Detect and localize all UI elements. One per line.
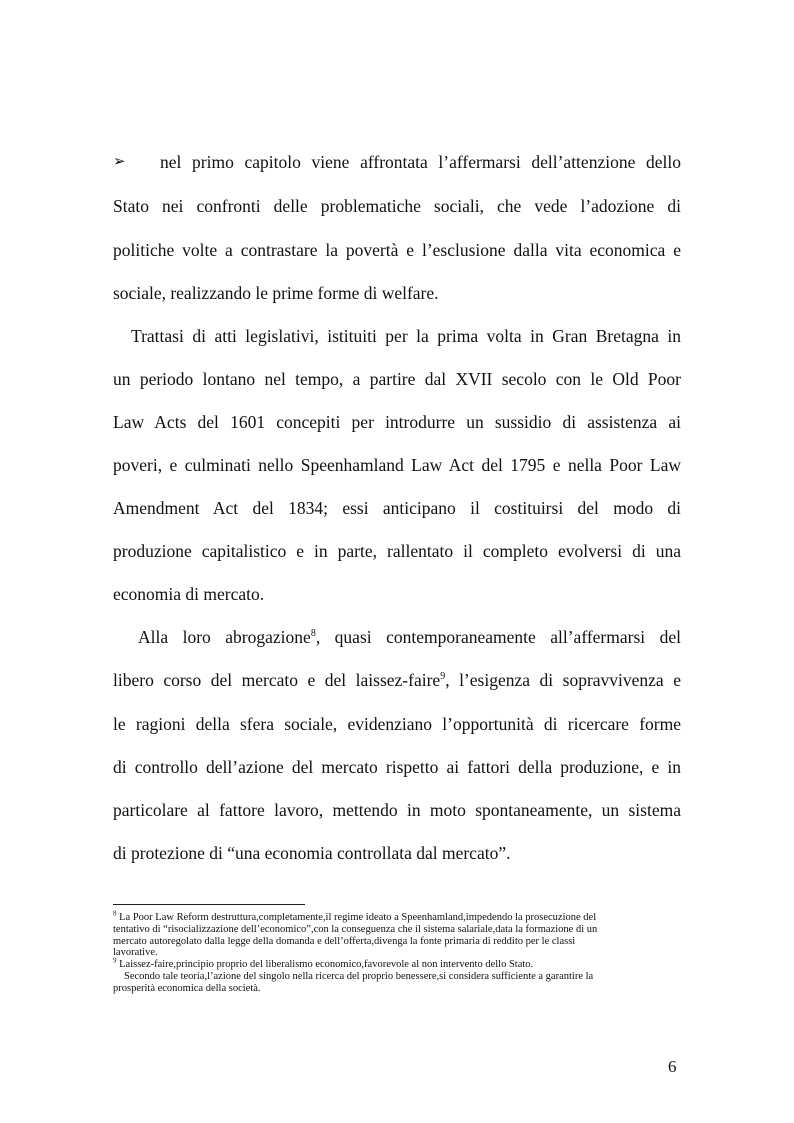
footnote-text: La Poor Law Reform destruttura,completamente,il regime ideato a Speenhamland,impedendo la prosecuzione del xyxy=(119,912,597,923)
footnote-ref: 9 xyxy=(440,671,446,683)
footnote-line xyxy=(113,956,681,971)
text-run: , quasi contemporaneamente all’affermarsi del xyxy=(315,627,682,647)
body-line: economia di mercato. xyxy=(113,584,265,604)
body-line: le ragioni della sfera sociale, evidenziano l’opportunità di ricercare forme xyxy=(113,714,681,734)
body-line: Trattasi di atti legislativi, istituiti per la prima volta in Gran Bretagna in xyxy=(131,326,681,346)
footnote-line: prosperità economica della società. xyxy=(113,983,261,994)
text-run: , l’esigenza di sopravvivenza e xyxy=(445,670,681,690)
arrow-bullet-icon: ➢ xyxy=(113,154,126,170)
body-line xyxy=(113,669,681,691)
body-line: di controllo dell’azione del mercato rispetto ai fattori della produzione, e in xyxy=(113,757,681,777)
body-line: Stato nei confronti delle problematiche sociali, che vede l’adozione di xyxy=(113,196,681,216)
body-line: Amendment Act del 1834; essi anticipano il costituirsi del modo di xyxy=(113,498,681,518)
body-line: di protezione di “una economia controllata dal mercato”. xyxy=(113,843,511,863)
footnote-line xyxy=(113,909,681,924)
footnote-line: Secondo tale teoria,l’azione del singolo nella ricerca del proprio benessere,si considera sufficiente a garantire la xyxy=(124,971,594,982)
footnote-mark: 8 xyxy=(113,909,117,918)
page-number: 6 xyxy=(668,1057,677,1076)
body-line: nel primo capitolo viene affrontata l’affermarsi dell’attenzione dello xyxy=(160,152,681,172)
body-line xyxy=(138,626,681,648)
text-run: libero corso del mercato e del laissez-faire xyxy=(113,670,441,690)
footnote-ref: 8 xyxy=(310,628,316,640)
footnote-line: mercato autoregolato dalla legge della domanda e dell’offerta,divenga la fonte primaria di reddito per le classi xyxy=(113,936,576,947)
body-line: produzione capitalistico e in parte, rallentato il completo evolversi di una xyxy=(113,541,681,561)
body-line: un periodo lontano nel tempo, a partire dal XVII secolo con le Old Poor xyxy=(113,369,681,389)
body-line: politiche volte a contrastare la povertà e l’esclusione dalla vita economica e xyxy=(113,240,681,260)
footnote-line: tentativo di “risocializzazione dell’economico”,con la conseguenza che il sistema salariale,data la formazione di un xyxy=(113,924,598,935)
body-line: sociale, realizzando le prime forme di welfare. xyxy=(113,283,439,303)
body-line: poveri, e culminati nello Speenhamland Law Act del 1795 e nella Poor Law xyxy=(113,455,681,475)
footnote-text: Laissez-faire,principio proprio del liberalismo economico,favorevole al non intervento dello Stato. xyxy=(119,959,534,970)
footnote-mark: 9 xyxy=(113,956,117,965)
footnote-line: lavorative. xyxy=(113,947,158,958)
text-run: Alla loro abrogazione xyxy=(138,627,311,647)
body-line: particolare al fattore lavoro, mettendo in moto spontaneamente, un sistema xyxy=(113,800,681,820)
body-line: Law Acts del 1601 concepiti per introdurre un sussidio di assistenza ai xyxy=(113,412,681,432)
footnote-separator xyxy=(113,904,305,905)
